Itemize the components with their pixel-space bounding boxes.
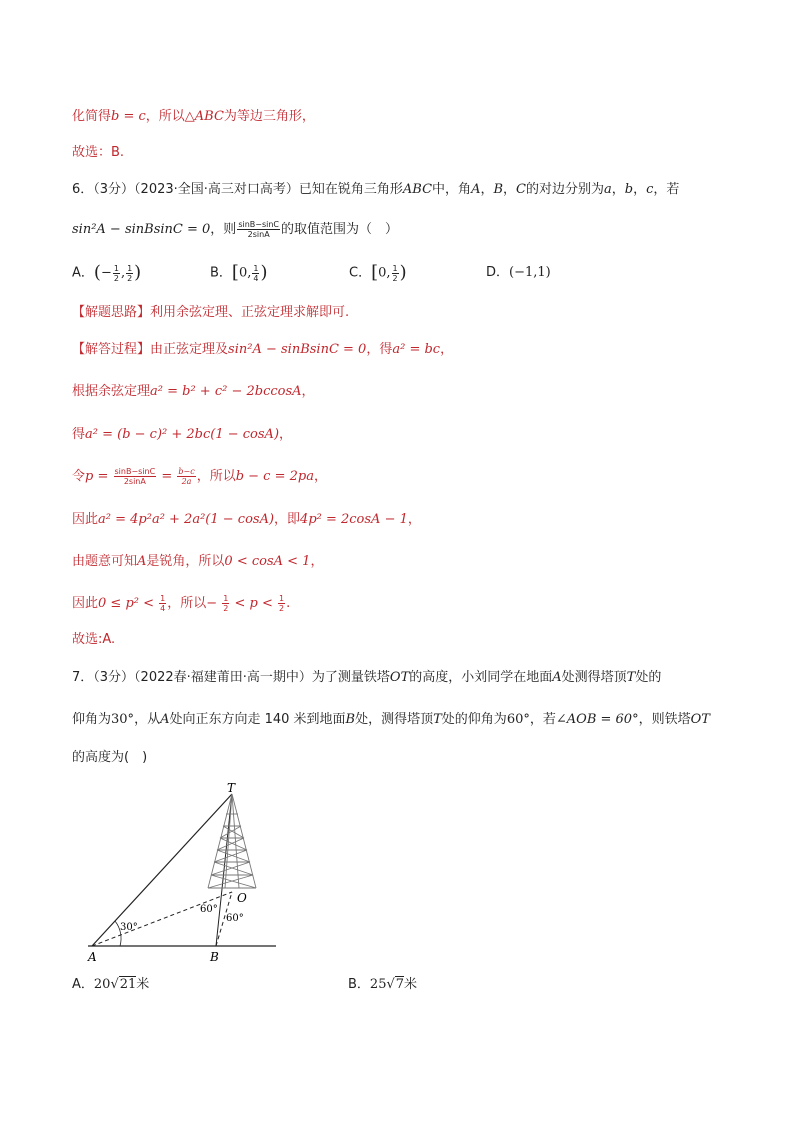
- math: b: [624, 182, 634, 197]
- tower-icon: [208, 794, 256, 888]
- numerator: 1: [223, 594, 229, 603]
- bracket: ): [399, 262, 407, 283]
- text: ，: [503, 182, 517, 197]
- option-c[interactable]: [349, 263, 407, 284]
- math: −: [206, 596, 222, 611]
- numerator: sinB−sinC: [114, 467, 156, 476]
- math: A: [471, 182, 481, 197]
- math: 20: [93, 977, 111, 992]
- math: a² = bc: [392, 342, 441, 357]
- fraction: [114, 467, 157, 486]
- section-tag: 【解题思路】: [72, 305, 151, 320]
- denominator: 2sinA: [123, 477, 146, 486]
- denominator: 4: [253, 273, 259, 283]
- option-label: A．: [72, 265, 94, 281]
- math: c: [646, 182, 654, 197]
- denominator: 2: [279, 604, 285, 613]
- math: T: [433, 712, 442, 727]
- q6-process-line5: [72, 510, 421, 530]
- q6-stem-line2: [72, 220, 398, 240]
- numerator: 1: [160, 594, 166, 603]
- option-a[interactable]: [72, 263, 141, 284]
- fraction: [159, 594, 166, 613]
- math: sin²A − sinBsinC = 0: [72, 222, 211, 237]
- text: ，: [440, 342, 454, 357]
- text: ，从: [134, 712, 161, 727]
- text: 是锐角，所以: [146, 554, 225, 569]
- text: 处的: [635, 670, 662, 685]
- tower-figure: [80, 780, 280, 970]
- sqrt-icon: √: [386, 977, 395, 992]
- label-b: B: [210, 950, 219, 964]
- fraction: [237, 220, 280, 239]
- text: ，若: [653, 182, 680, 197]
- q6-idea: [72, 303, 349, 323]
- text: 为等边三角形，: [223, 109, 315, 124]
- option-label: B．: [348, 977, 370, 992]
- math: A: [137, 554, 147, 569]
- label-a: A: [88, 950, 97, 964]
- text: ，: [407, 512, 421, 527]
- text: ，: [313, 469, 327, 484]
- math: b − c = 2pa: [235, 469, 314, 484]
- bracket: ): [260, 262, 268, 283]
- text: 根据余弦定理: [72, 384, 151, 399]
- math: C: [516, 182, 526, 197]
- denominator: 2a: [181, 477, 192, 486]
- text: 处向正东方向走 140 米到地面: [169, 712, 346, 727]
- math: 25: [369, 977, 387, 992]
- text: ，所以: [167, 596, 207, 611]
- text: 因此: [72, 596, 99, 611]
- q6-process-line1: [72, 340, 453, 360]
- prev-answer-line: 故选：B.: [72, 145, 125, 160]
- option-label: B．: [210, 265, 232, 281]
- option-label: A．: [72, 977, 94, 992]
- option-d[interactable]: [486, 263, 551, 283]
- label-angle-30: 30°: [120, 922, 138, 933]
- text: 得: [72, 427, 86, 442]
- q6-answer: 故选:A.: [72, 632, 116, 647]
- text: ，: [611, 182, 625, 197]
- text: ，: [301, 384, 315, 399]
- text: ，则铁塔: [638, 712, 691, 727]
- math: < p <: [230, 596, 278, 611]
- math: 0,: [238, 265, 252, 281]
- text: 处测得塔顶: [561, 670, 627, 685]
- math: 0,: [378, 265, 391, 281]
- denominator: 4: [160, 604, 166, 613]
- q6-process-line6: [72, 552, 323, 572]
- line-ao: [92, 892, 232, 946]
- text: ，: [279, 427, 293, 442]
- text: ，: [480, 182, 494, 197]
- q6-process-line7: [72, 594, 290, 614]
- math: ABC: [194, 109, 224, 124]
- text: ，则: [210, 222, 237, 237]
- math: 60°: [506, 712, 530, 727]
- q7-stem-line3: 的高度为( ): [72, 750, 148, 765]
- q7-option-a[interactable]: [72, 975, 149, 995]
- unit: 米: [404, 977, 418, 992]
- math: =: [157, 469, 177, 484]
- option-b[interactable]: [210, 263, 267, 284]
- math: B: [493, 182, 504, 197]
- fraction: [177, 467, 195, 486]
- bracket: [: [371, 262, 379, 283]
- fraction: [222, 594, 229, 613]
- math: a² = b² + c² − 2bccosA: [150, 384, 302, 399]
- bracket: [: [231, 262, 239, 283]
- text: 化简得: [72, 109, 112, 124]
- q7-option-b[interactable]: [348, 975, 417, 995]
- radicand: 21: [119, 977, 137, 992]
- denominator: 2: [127, 273, 133, 283]
- text: 因此: [72, 512, 99, 527]
- math: ∠AOB = 60°: [555, 712, 639, 727]
- text: 仰角为: [72, 712, 112, 727]
- text: 由题意可知: [72, 554, 138, 569]
- denominator: 2: [392, 273, 398, 283]
- math: B: [345, 712, 356, 727]
- text: 的取值范围为（ ）: [281, 222, 399, 237]
- q6-process-line4: [72, 467, 327, 487]
- numerator: 1: [253, 263, 259, 273]
- math: T: [626, 670, 636, 685]
- option-label: C．: [349, 265, 372, 281]
- numerator: 1: [279, 594, 285, 603]
- text: ，若: [529, 712, 556, 727]
- math: A: [552, 670, 562, 685]
- text: 7．（3分）（2022春·福建莆田·高一期中）为了测量铁塔: [72, 670, 390, 685]
- math: OT: [690, 712, 710, 727]
- bracket: ): [134, 262, 142, 283]
- text: ，得: [366, 342, 393, 357]
- math: 4p² = 2cosA − 1: [300, 512, 408, 527]
- text: ，即: [274, 512, 301, 527]
- label-angle-60b: 60°: [226, 913, 244, 924]
- prev-conclusion-line: [72, 107, 315, 127]
- fraction: [113, 264, 120, 283]
- math: 30°: [111, 712, 135, 727]
- numerator: 1: [113, 263, 119, 273]
- math: p =: [85, 469, 113, 484]
- math: −: [100, 265, 112, 281]
- text: 6．（3分）（2023·全国·高三对口高考）已知在锐角三角形: [72, 182, 403, 197]
- label-angle-60a: 60°: [200, 904, 218, 915]
- section-tag: 【解答过程】: [72, 342, 151, 357]
- math: OT: [389, 670, 410, 685]
- sqrt-icon: √: [110, 977, 119, 992]
- denominator: 2sinA: [247, 230, 270, 239]
- q6-process-line3: [72, 425, 292, 445]
- math: a² = (b − c)² + 2bc(1 − cosA): [85, 427, 280, 442]
- option-label: D．: [486, 265, 510, 280]
- math: ,: [120, 265, 126, 281]
- text: 的对边分别为: [526, 182, 605, 197]
- q6-stem-line1: [72, 180, 679, 200]
- numerator: 1: [127, 263, 133, 273]
- q7-stem-line1: [72, 668, 661, 688]
- denominator: 2: [223, 604, 229, 613]
- text: ，所以△: [145, 109, 195, 124]
- math: (−1,1): [509, 265, 551, 280]
- math: a: [604, 182, 612, 197]
- text: 利用余弦定理、正弦定理求解即可.: [150, 305, 350, 320]
- q6-process-line2: [72, 382, 315, 402]
- math: A: [160, 712, 170, 727]
- denominator: 2: [113, 273, 119, 283]
- fraction: [252, 264, 259, 283]
- math: a² = 4p²a² + 2a²(1 − cosA): [98, 512, 275, 527]
- fraction: [278, 594, 285, 613]
- text: 令: [72, 469, 86, 484]
- text: 的高度，小刘同学在地面: [409, 670, 553, 685]
- unit: 米: [136, 977, 150, 992]
- math: b = c: [111, 109, 146, 124]
- fraction: [126, 264, 133, 283]
- math: ABC: [402, 182, 433, 197]
- text: 中，角: [432, 182, 472, 197]
- fraction: [392, 264, 399, 283]
- label-o: O: [237, 891, 247, 905]
- q7-stem-line2: [72, 710, 710, 730]
- text: 由正弦定理及: [150, 342, 229, 357]
- text: 处的仰角为: [441, 712, 507, 727]
- math: sin²A − sinBsinC = 0: [228, 342, 367, 357]
- numerator: b−c: [178, 467, 195, 476]
- numerator: sinB−sinC: [238, 220, 280, 229]
- math: 0 < cosA < 1: [224, 554, 311, 569]
- bracket: (: [93, 262, 101, 283]
- text: ，所以: [196, 469, 236, 484]
- label-t: T: [227, 781, 236, 795]
- text: .: [286, 596, 291, 611]
- radicand: 7: [395, 977, 405, 992]
- line-at: [92, 794, 232, 946]
- math: 0 ≤ p² <: [98, 596, 159, 611]
- text: ，: [633, 182, 647, 197]
- text: 处，测得塔顶: [355, 712, 434, 727]
- text: ，: [310, 554, 324, 569]
- numerator: 1: [392, 263, 398, 273]
